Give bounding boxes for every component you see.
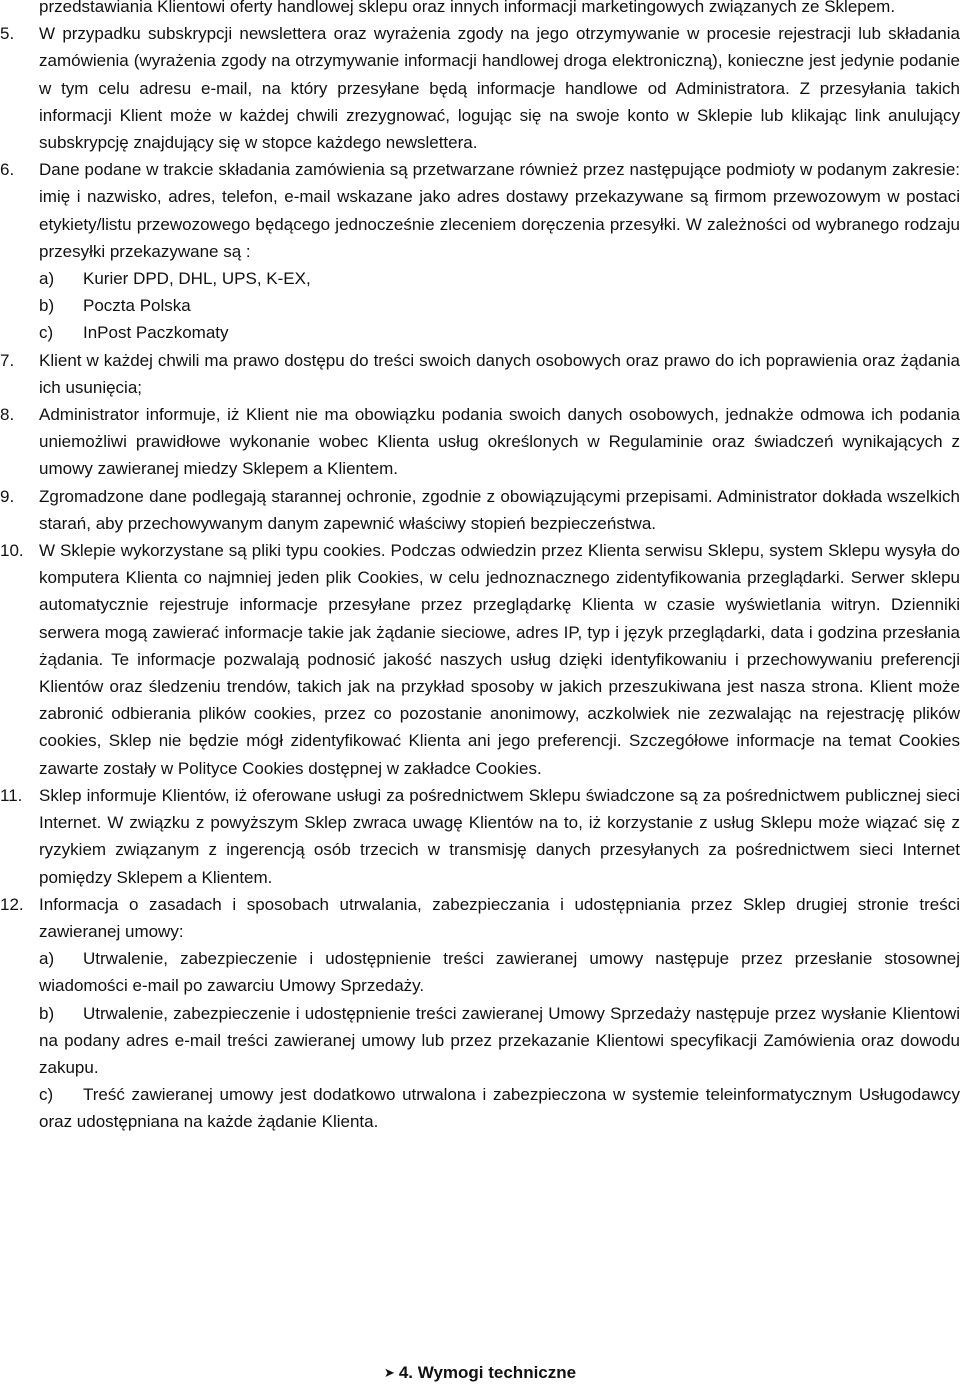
list-item-11: [0, 782, 960, 891]
list-item-12: [0, 891, 960, 945]
subitem-b: [0, 292, 960, 319]
subitem-text: InPost Paczkomaty: [83, 323, 229, 343]
subitem-text: Utrwalenie, zabezpieczenie i udostępnienie treści zawieranej Umowy Sprzedaży następuje przez wysłanie Klientowi na podany adres e-mail treści zawieranej umowy lub przez przekazanie Klientowi specyfikacji Zamówienia oraz dowodu zakupu.: [39, 1003, 960, 1077]
subitem-label: a): [39, 269, 55, 289]
intro-paragraph: przedstawiania Klientowi oferty handlowej sklepu oraz innych informacji marketingowych związanych ze Sklepem.: [39, 0, 896, 16]
subitem-text: Treść zawieranej umowy jest dodatkowo utrwalona i zabezpieczona w systemie teleinformatycznym Usługodawcy oraz udostępniana na każde żądanie Klienta.: [39, 1085, 960, 1132]
item-text: Dane podane w trakcie składania zamówienia są przetwarzane również przez następujące podmioty w podanym zakresie: imię i nazwisko, adres, telefon, e-mail wskazane jako adres dostawy przekazywane są firmom przewozowym w postaci etykiety/listu przewozowego będącego jednocześnie zleceniem doręczenia przesyłki. W zależności od wybranego rodzaju przesyłki przekazywane są :: [39, 160, 960, 261]
item-text: W przypadku subskrypcji newslettera oraz wyrażenia zgody na jego otrzymywanie w procesie rejestracji lub składania zamówienia (wyrażenia zgody na otrzymywanie informacji handlowej droga elektroniczną), konieczne jest jedynie podanie w tym celu adresu e-mail, na który przesyłane będą informacje handlowe od Administratora. Z przesyłania takich informacji Klient może w każdej chwili zrezygnować, logując się na swoje konto w Sklepie lub klikając link anulujący subskrypcję znajdujący się w stopce każdego newslettera.: [39, 24, 960, 153]
item-text: Administrator informuje, iż Klient nie ma obowiązku podania swoich danych osobowych, jednakże odmowa ich podania uniemożliwi prawidłowe wykonanie wobec Klienta usług określonych w Regulaminie oraz świadczeń wynikających z umowy zawieranej miedzy Sklepem a Klientem.: [39, 405, 960, 479]
list-item-10: [0, 537, 960, 782]
item-number: 6.: [0, 160, 15, 180]
list-item-8: [0, 401, 960, 483]
item-text: Informacja o zasadach i sposobach utrwalania, zabezpieczania i udostępniania przez Sklep drugiej stronie treści zawieranej umowy:: [39, 894, 960, 941]
list-item-5: [0, 20, 960, 156]
subitem-12a: [0, 945, 960, 999]
item-text: Sklep informuje Klientów, iż oferowane usługi za pośrednictwem Sklepu świadczone są za pośrednictwem publicznej sieci Internet. W związku z powyższym Sklep zwraca uwagę Klientów na to, iż korzystanie z usług Sklepu może wiązać się z ryzykiem związanym z ingerencją osób trzecich w transmisję danych przesyłanych za pośrednictwem sieci Internet pomiędzy Sklepem a Klientem.: [39, 785, 960, 887]
item-text: Klient w każdej chwili ma prawo dostępu do treści swoich danych osobowych oraz prawo do ich poprawienia oraz żądania ich usunięcia;: [39, 350, 960, 397]
list-item-7: [0, 347, 960, 401]
list-item-6: [0, 156, 960, 265]
item-text: Zgromadzone dane podlegają starannej ochronie, zgodnie z obowiązującymi przepisami. Administrator dokłada wszelkich starań, aby przechowywanym danym zapewnić właściwy stopień bezpieczeństwa.: [39, 486, 960, 533]
subitem-c: [0, 319, 960, 346]
subitem-label: b): [39, 296, 55, 316]
item-number: 8.: [0, 405, 15, 425]
subitem-a: [0, 265, 960, 292]
list-item-9: [0, 483, 960, 537]
item-number: 11.: [0, 785, 23, 805]
section-heading: [0, 1359, 960, 1386]
arrow-right-icon: ➤: [383, 1365, 395, 1380]
item-number: 5.: [0, 24, 15, 44]
subitem-label: a): [39, 949, 55, 969]
subitem-text: Utrwalenie, zabezpieczenie i udostępnienie treści zawieranej umowy następuje przez przesłanie stosownej wiadomości e-mail po zawarciu Umowy Sprzedaży.: [39, 949, 960, 996]
subitem-text: Poczta Polska: [83, 296, 191, 316]
subitem-12c: [0, 1081, 960, 1135]
subitem-text: Kurier DPD, DHL, UPS, K-EX,: [83, 269, 311, 289]
item-number: 7.: [0, 350, 15, 370]
item-number: 12.: [0, 894, 24, 914]
item-number: 9.: [0, 486, 15, 506]
subitem-label: b): [39, 1003, 55, 1023]
item-text: W Sklepie wykorzystane są pliki typu cookies. Podczas odwiedzin przez Klienta serwisu Sklepu, system Sklepu wysyła do komputera Klienta co najmniej jeden plik Cookies, w celu jednoznacznego zidentyfikowania przeglądarki. Serwer sklepu automatycznie rejestruje informacje przesyłane przez przeglądarkę Klienta w czasie wyświetlania witryn. Dzienniki serwera mogą zawierać informacje takie jak żądanie sieciowe, adres IP, typ i język przeglądarki, data i godzina przesłania żądania. Te informacje pozwalają podnosić jakość naszych usług dzięki identyfikowaniu i przechowywaniu preferencji Klientów oraz śledzeniu trendów, takich jak na przykład sposoby w jakich przeszukiwana jest nasza strona. Klient może zabronić odbierania plików cookies, przez co pozostanie anonimowy, aczkolwiek nie zezwalając na rejestrację plików cookies, Sklep nie będzie mógł zidentyfikować Klienta ani jego preferencji. Szczegółowe informacje na temat Cookies zawarte zostały w Polityce Cookies dostępnej w zakładce Cookies.: [39, 541, 960, 778]
subitem-label: c): [39, 323, 54, 343]
section-title-text: 4. Wymogi techniczne: [398, 1363, 577, 1382]
subitem-label: c): [39, 1085, 54, 1105]
subitem-12b: [0, 1000, 960, 1082]
item-number: 10.: [0, 541, 24, 561]
